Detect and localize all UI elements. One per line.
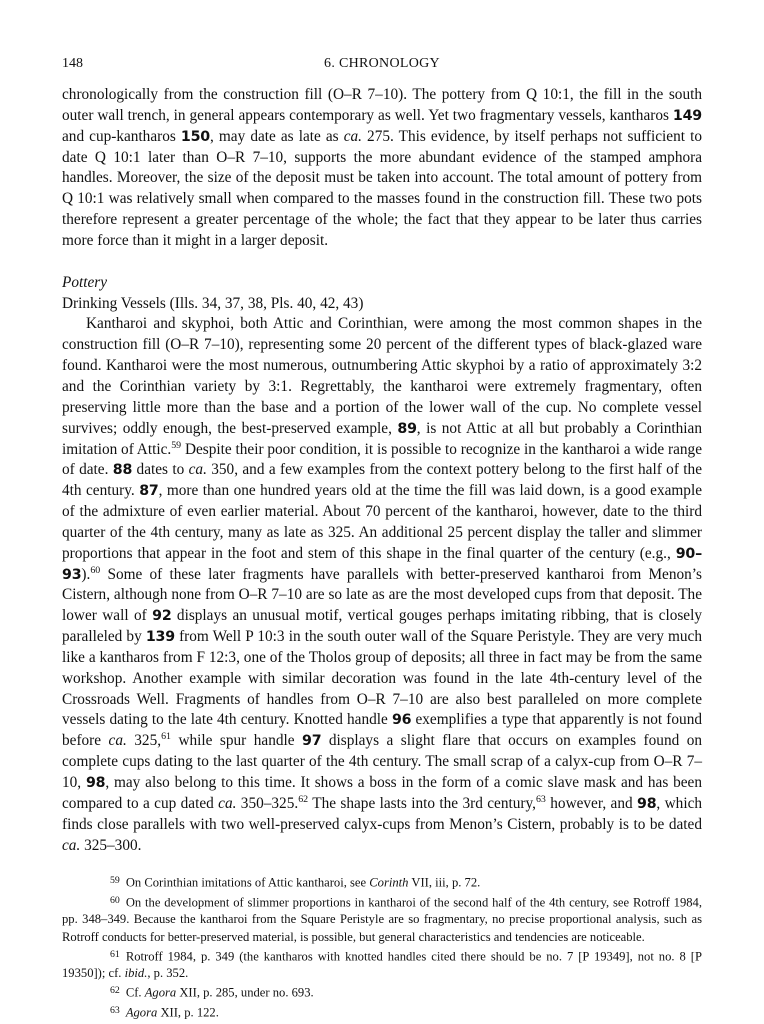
footnote (62, 982, 702, 1002)
footnote (62, 892, 702, 946)
text-run: dates to (132, 461, 189, 479)
text-run: On Corinthian imitations of Attic kantharoi, see (125, 875, 370, 890)
footnote-number: 62 (110, 985, 120, 997)
text-run: Rotroff 1984, p. 349 (the kantharos with knotted handles cited there should be no. 7 [P 19349], not no. 8 [P 19350]); cf. (62, 949, 702, 981)
catalogue-number: 98 (85, 775, 106, 791)
footnote-reference: 60 (90, 564, 101, 576)
body-text (62, 85, 702, 856)
italic-text: ca. (343, 127, 362, 145)
text-run: , may also belong to this time. It shows a boss in the form of a comic slave mask and has been compared to a cup dated (62, 774, 702, 812)
footnote-number: 59 (110, 875, 120, 887)
section-heading: Pottery (62, 273, 108, 291)
italic-text: Corinth (369, 875, 409, 890)
text-run: The shape lasts into the 3rd century, (308, 794, 536, 812)
footnote-reference: 62 (298, 793, 309, 805)
catalogue-number: 87 (139, 483, 159, 500)
italic-text: ca. (188, 461, 207, 479)
text-run: ). (81, 565, 91, 583)
text-run: and cup-kantharos (62, 127, 181, 145)
text-run: Despite their poor condition, it is possible to recognize in the kantharoi a wide range of date. (62, 440, 702, 479)
text-run: 325, (126, 732, 162, 750)
page-number: 148 (62, 56, 83, 71)
text-run: , which finds close parallels with two well-preserved calyx-cups from Menon’s Cistern, probably is to be dated (62, 794, 703, 833)
text-run: , more than one hundred years old at the time the fill was laid down, is a good example of the admixture of even earlier material. About 70 percent of the kantharoi, however, date to the third quarter of the 4th century, many as late as 325. An additional 25 percent display the taller and slimmer proportions that appear in the foot and stem of this shape in the final quarter of the century (e.g., (62, 482, 702, 562)
running-head (62, 56, 702, 78)
paragraph (62, 314, 702, 856)
footnote (62, 872, 702, 892)
catalogue-number: 97 (302, 733, 322, 750)
footnote-number: 63 (110, 1004, 120, 1016)
text-run: while spur handle (171, 732, 303, 750)
footnote-number: 60 (110, 894, 120, 906)
catalogue-number: 88 (112, 462, 133, 479)
text-run: XII, p. 285, under no. 693. (176, 985, 314, 1000)
subsection-heading: Drinking Vessels (Ills. 34, 37, 38, Pls. 40, 42, 43) (62, 294, 364, 312)
catalogue-number: 89 (397, 420, 417, 437)
text-run: , may date as late as (210, 127, 344, 145)
text-run: Some of these later fragments have parallels with better-preserved kantharoi from Menon’s Cistern, although none from O–R 7–10 are so late as are the most developed cups from that deposit. The lower wall of (62, 565, 702, 625)
text-run: , p. 352. (147, 966, 189, 981)
text-run: XII, p. 122. (157, 1005, 219, 1020)
italic-text: ca. (108, 732, 127, 750)
text-run: On the development of slimmer proportions in kantharoi of the second half of the 4th century, see Rotroff 1984, pp. 348–349. Because the kantharoi from the Square Peristyle are so fragmentary, no precise proportional analysis, such as Rotroff conducts for better-preserved material, is possible, but general characteristics and tendencies are noticeable. (62, 895, 702, 944)
paragraph (62, 85, 702, 252)
text-run: VII, iii, p. 72. (408, 875, 481, 890)
text-run: 350–325. (236, 794, 299, 812)
italic-text: ca. (62, 836, 81, 854)
catalogue-number: 98 (637, 795, 657, 812)
italic-text: ca. (218, 794, 237, 812)
catalogue-number: 90–93 (62, 545, 702, 583)
text-run: Kantharoi and skyphoi, both Attic and Corinthian, were among the most common shapes in the construction fill (O–R 7–10), representing some 20 percent of the different types of black-glazed ware found. Kantharoi were the most numerous, outnumbering Attic skyphoi by a ratio of approximately 3:2 and the Corinthian variety by 3:1. Regrettably, the kantharoi were extremely fragmentary, often preserving little more than the base and a portion of the lower wall of the cup. No complete vessel survives; oddly enough, the best-preserved example, (62, 315, 702, 437)
footnote (62, 946, 702, 983)
footnote-reference: 61 (161, 731, 171, 743)
page (62, 56, 702, 1021)
footnote (62, 1002, 702, 1022)
text-run: , is not Attic at all but probably a Corinthian imitation of Attic. (62, 419, 702, 458)
text-run: displays a slight flare that occurs on examples found on complete cups dating to the last quarter of the 4th century. The small scrap of a calyx-cup from O–R 7–10, (62, 732, 703, 791)
text-run: Cf. (125, 985, 145, 1000)
text-run: 325–300. (80, 836, 142, 854)
footnote-number: 61 (110, 948, 120, 960)
text-run: 275. This evidence, by itself perhaps not sufficient to date Q 10:1 later than O–R 7–10, supports the more abundant evidence of the stamped amphora handles. Moreover, the size of the deposit must be taken into account. The total amount of pottery from Q 10:1 was relatively small when compared to the masses found in the construction fill. These two pots therefore represent a greater percentage of the whole; the fact that they appear to be later thus carries more force than it might in a larger deposit. (62, 127, 702, 249)
section-gap (62, 252, 702, 273)
catalogue-number: 96 (391, 712, 412, 729)
catalogue-number: 92 (152, 608, 172, 625)
italic-text: Agora (144, 985, 177, 1000)
italic-text: ibid. (124, 966, 148, 981)
catalogue-number: 149 (672, 107, 702, 124)
text-run: exemplifies a type that apparently is not found before (62, 711, 702, 750)
catalogue-number: 139 (145, 629, 175, 646)
text-run: from Well P 10:3 in the south outer wall of the Square Peristyle. They are very much like a kantharos from F 12:3, one of the Tholos group of deposits; all three in fact may be from the same workshop. Another example with similar decoration was found in the late 4th-century level of the Crossroads Well. Fragments of handles from O–R 7–10 are also best paralleled on more complete vessels dating to the late 4th century. Knotted handle (62, 628, 702, 729)
text-run: 350, and a few examples from the context pottery belong to the first half of the 4th century. (62, 461, 702, 500)
text-run: displays an unusual motif, vertical gouges perhaps imitating ribbing, that is closely paralleled by (62, 607, 702, 646)
italic-text: Agora (125, 1005, 158, 1020)
text-run: chronologically from the construction fill (O–R 7–10). The pottery from Q 10:1, the fill in the south outer wall trench, in general appears contemporary as well. Yet two fragmentary vessels, kantharos (62, 86, 702, 124)
chapter-title: 6. CHRONOLOGY (324, 56, 440, 71)
catalogue-number: 150 (180, 128, 210, 145)
footnote-reference: 63 (535, 793, 546, 805)
text-run: however, and (545, 794, 638, 812)
footnote-reference: 59 (171, 439, 182, 451)
footnotes (62, 872, 702, 1021)
